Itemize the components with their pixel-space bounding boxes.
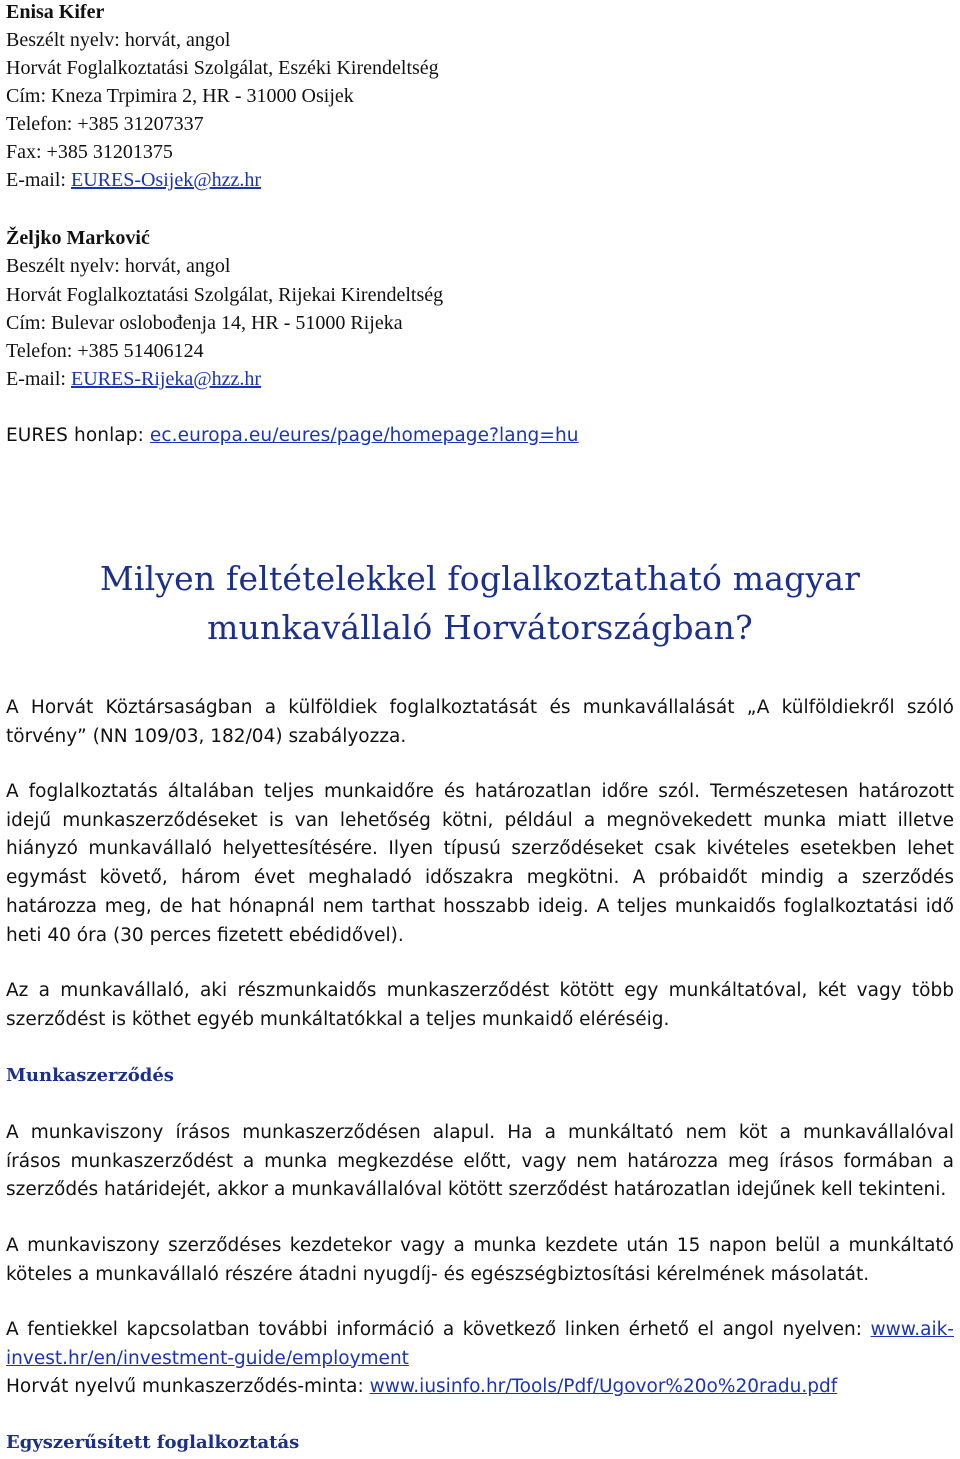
contact2-email-row — [6, 365, 261, 393]
paragraph-line: szerződés határidejét, akkor a munkavállalóval kötött szerződést határozatlan idejűnek kell tekinteni. — [6, 1179, 947, 1201]
eures-homepage-link[interactable]: ec.europa.eu/eures/page/homepage?lang=hu — [149, 425, 579, 446]
paragraph-line — [6, 1373, 954, 1402]
aik-invest-link-start[interactable]: www.aik- — [870, 1319, 954, 1340]
subheading-contract: Munkaszerződés — [6, 1065, 174, 1086]
contact1-address: Cím: Kneza Trpimira 2, HR - 31000 Osijek — [6, 85, 354, 107]
subheading-simplified-employment: Egyszerűsített foglalkoztatás — [6, 1432, 300, 1453]
paragraph-more-info — [6, 1316, 954, 1402]
contact1-office: Horvát Foglalkoztatási Szolgálat, Eszéki Kirendeltség — [6, 57, 439, 79]
more-info-text: A fentiekkel kapcsolatban további információ a következő linken érhető el angol nyelven: — [6, 1319, 871, 1340]
contact1-language: Beszélt nyelv: horvát, angol — [6, 29, 231, 51]
paragraph-line: határozza meg, de hat hónapnál nem tarthat hosszabb ideig. A teljes munkaidős foglalkoztatási idő — [6, 895, 954, 917]
contact2-name: Željko Marković — [6, 227, 150, 249]
contact1-name: Enisa Kifer — [6, 1, 105, 23]
paragraph-line: A Horvát Köztársaságban a külföldiek foglalkoztatását és munkavállalását „A külföldiekről szóló — [6, 697, 954, 718]
paragraph-line: A munkaviszony írásos munkaszerződésen alapul. Ha a munkáltató nem köt a munkavállalóval — [6, 1122, 954, 1143]
paragraph-contract — [6, 1119, 954, 1205]
page-title-line2: munkavállaló Horvátországban? — [207, 608, 753, 647]
contact2-email-label: E-mail: — [6, 368, 71, 390]
eures-homepage-label: EURES honlap: — [6, 425, 150, 446]
paragraph-employment-terms — [6, 778, 954, 950]
paragraph-line: szerződést is köthet egyéb munkáltatókkal a teljes munkaidő eléréséig. — [6, 1008, 670, 1030]
contact2-office: Horvát Foglalkoztatási Szolgálat, Rijekai Kirendeltség — [6, 284, 444, 306]
contact2-email-link[interactable]: EURES-Rijeka@hzz.hr — [70, 368, 262, 390]
eures-homepage-row — [6, 422, 579, 450]
contact2-language: Beszélt nyelv: horvát, angol — [6, 255, 231, 277]
paragraph-line: írásos munkaszerződést a munka megkezdése előtt, vagy nem határozza meg írásos formában a — [6, 1150, 954, 1172]
contact2-phone: Telefon: +385 51406124 — [6, 340, 204, 362]
iusinfo-link[interactable]: www.iusinfo.hr/Tools/Pdf/Ugovor%20o%20radu.pdf — [369, 1376, 838, 1398]
paragraph-line — [6, 1345, 954, 1374]
paragraph-line: idejű munkaszerződéseket is van lehetőség kötni, például a megnövekedett munka miatt illetve — [6, 809, 954, 831]
contact1-phone: Telefon: +385 31207337 — [6, 113, 204, 135]
paragraph-line: A foglalkoztatás általában teljes munkaidőre és határozatlan időre szól. Természetesen határozott — [6, 781, 954, 802]
paragraph-insurance — [6, 1232, 954, 1289]
page-title-line1: Milyen feltételekkel foglalkoztatható magyar — [99, 559, 861, 598]
contact2-address: Cím: Bulevar oslobođenja 14, HR - 51000 Rijeka — [6, 312, 403, 334]
paragraph-line: A munkaviszony szerződéses kezdetekor vagy a munka kezdete után 15 napon belül a munkáltató — [6, 1235, 954, 1256]
paragraph-line: Az a munkavállaló, aki részmunkaidős munkaszerződést kötött egy munkáltatóval, két vagy több — [6, 980, 954, 1001]
paragraph-line: hiányzó munkavállaló helyettesítésére. Ilyen típusú szerződéseket csak kivételes esetekben lehet — [6, 838, 954, 860]
paragraph-line: egymást követő, három évet meghaladó időszakra megkötni. A próbaidőt mindig a szerződés — [6, 867, 954, 889]
contact1-email-row — [6, 166, 261, 194]
contract-sample-text: Horvát nyelvű munkaszerződés-minta: — [6, 1376, 370, 1398]
paragraph-line — [6, 1316, 954, 1345]
paragraph-line: köteles a munkavállaló részére átadni nyugdíj- és egészségbiztosítási kérelmének másolatát. — [6, 1263, 870, 1285]
paragraph-line: heti 40 óra (30 perces fizetett ebédidővel). — [6, 924, 404, 946]
paragraph-part-time — [6, 977, 954, 1034]
aik-invest-link-end[interactable]: invest.hr/en/investment-guide/employment — [6, 1347, 409, 1369]
contact1-fax: Fax: +385 31201375 — [6, 141, 173, 163]
contact1-email-label: E-mail: — [6, 169, 71, 191]
paragraph-line: törvény” (NN 109/03, 182/04) szabályozza. — [6, 725, 407, 747]
paragraph-law — [6, 694, 954, 751]
contact1-email-link[interactable]: EURES-Osijek@hzz.hr — [70, 169, 262, 191]
